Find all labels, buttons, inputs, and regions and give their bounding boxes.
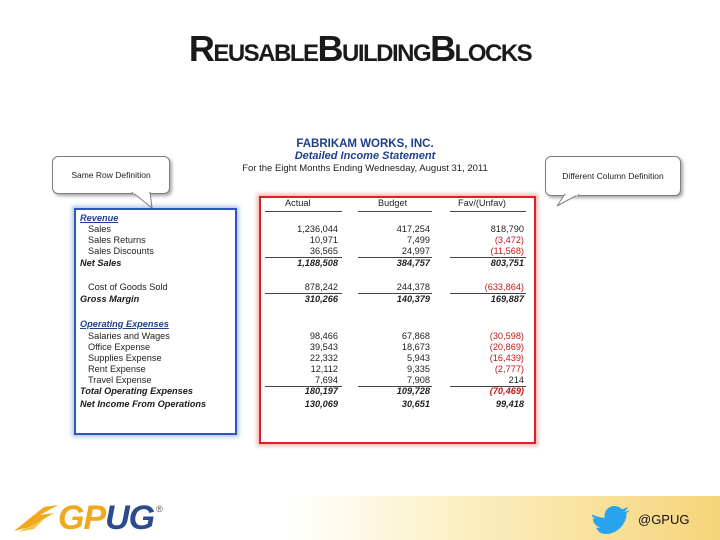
report-period: For the Eight Months Ending Wednesday, August 31, 2011 (242, 163, 488, 174)
column-header-variance: Fav/(Unfav) (458, 198, 506, 208)
variance-value: 99,418 (495, 399, 524, 409)
row-label: Revenue (80, 213, 119, 223)
budget-value: 109,728 (396, 386, 430, 396)
actual-value: 36,565 (309, 246, 338, 256)
budget-value: 67,868 (401, 331, 430, 341)
actual-value: 130,069 (304, 399, 338, 409)
variance-value: (30,598) (489, 331, 524, 341)
row-label: Office Expense (88, 342, 151, 352)
row-label: Sales Discounts (88, 246, 154, 256)
actual-value: 310,266 (304, 294, 338, 304)
budget-value: 18,673 (401, 342, 430, 352)
variance-value: (16,439) (489, 353, 524, 363)
header-underline (265, 211, 342, 212)
column-header-actual: Actual (285, 198, 311, 208)
callout-same-row (52, 156, 170, 194)
row-label: Net Sales (80, 258, 122, 268)
column-header-budget: Budget (378, 198, 408, 208)
header-underline (358, 211, 432, 212)
variance-value: 818,790 (490, 224, 524, 234)
row-label: Supplies Expense (88, 353, 162, 363)
actual-value: 180,197 (304, 386, 338, 396)
variance-value: 803,751 (490, 258, 524, 268)
variance-value: 169,887 (490, 294, 524, 304)
variance-value: (11,568) (490, 246, 524, 256)
budget-value: 30,651 (401, 399, 430, 409)
row-label: Net Income From Operations (80, 399, 207, 409)
actual-value: 39,543 (309, 342, 338, 352)
variance-value: (3,472) (494, 235, 524, 245)
row-label: Rent Expense (88, 364, 146, 374)
row-label: Salaries and Wages (88, 331, 170, 341)
header-underline (450, 211, 526, 212)
slide-title (0, 28, 720, 70)
report-header (230, 138, 500, 174)
gpug-logo (14, 500, 163, 536)
budget-value: 244,378 (396, 282, 430, 292)
title-word-2: BUILDING (317, 28, 431, 69)
variance-value: (2,777) (494, 364, 524, 374)
callout-different-column-text: Different Column Definition (562, 171, 664, 181)
company-name: FABRIKAM WORKS, INC. (296, 138, 434, 150)
row-label: Sales (88, 224, 111, 234)
budget-value: 5,943 (407, 353, 430, 363)
budget-value: 417,254 (396, 224, 430, 234)
row-label: Operating Expenses (80, 319, 169, 329)
report-subtitle: Detailed Income Statement (294, 150, 436, 162)
actual-value: 10,971 (309, 235, 338, 245)
budget-value: 140,379 (396, 294, 430, 304)
actual-value: 22,332 (309, 353, 338, 363)
logo-text: GPUG (58, 498, 155, 537)
row-label: Travel Expense (88, 375, 152, 385)
callout-different-column (545, 156, 681, 196)
budget-value: 24,997 (401, 246, 430, 256)
row-label: Sales Returns (88, 235, 146, 245)
variance-value: (633,864) (484, 282, 524, 292)
row-label: Total Operating Expenses (80, 386, 193, 396)
callout-right-tail (555, 194, 585, 210)
actual-value: 1,188,508 (297, 258, 338, 268)
actual-value: 7,694 (315, 375, 338, 385)
registered-mark: ® (156, 504, 163, 514)
swoosh-icon (14, 503, 58, 533)
title-word-1: REUSABLE (188, 28, 318, 69)
actual-value: 878,242 (304, 282, 338, 292)
actual-value: 1,236,044 (297, 224, 338, 234)
twitter-bird-icon (592, 506, 632, 534)
callout-same-row-text: Same Row Definition (71, 170, 151, 180)
row-label: Cost of Goods Sold (88, 282, 168, 292)
budget-value: 7,499 (407, 235, 430, 245)
variance-value: (70,469) (489, 386, 524, 396)
budget-value: 7,908 (407, 375, 430, 385)
budget-value: 384,757 (396, 258, 430, 268)
variance-value: (20,869) (489, 342, 524, 352)
row-label: Gross Margin (80, 294, 140, 304)
variance-value: 214 (508, 375, 524, 385)
actual-value: 12,112 (310, 364, 338, 374)
actual-value: 98,466 (309, 331, 338, 341)
twitter-handle[interactable]: @GPUG (638, 512, 690, 527)
title-word-3: BLOCKS (430, 28, 532, 69)
budget-value: 9,335 (407, 364, 430, 374)
